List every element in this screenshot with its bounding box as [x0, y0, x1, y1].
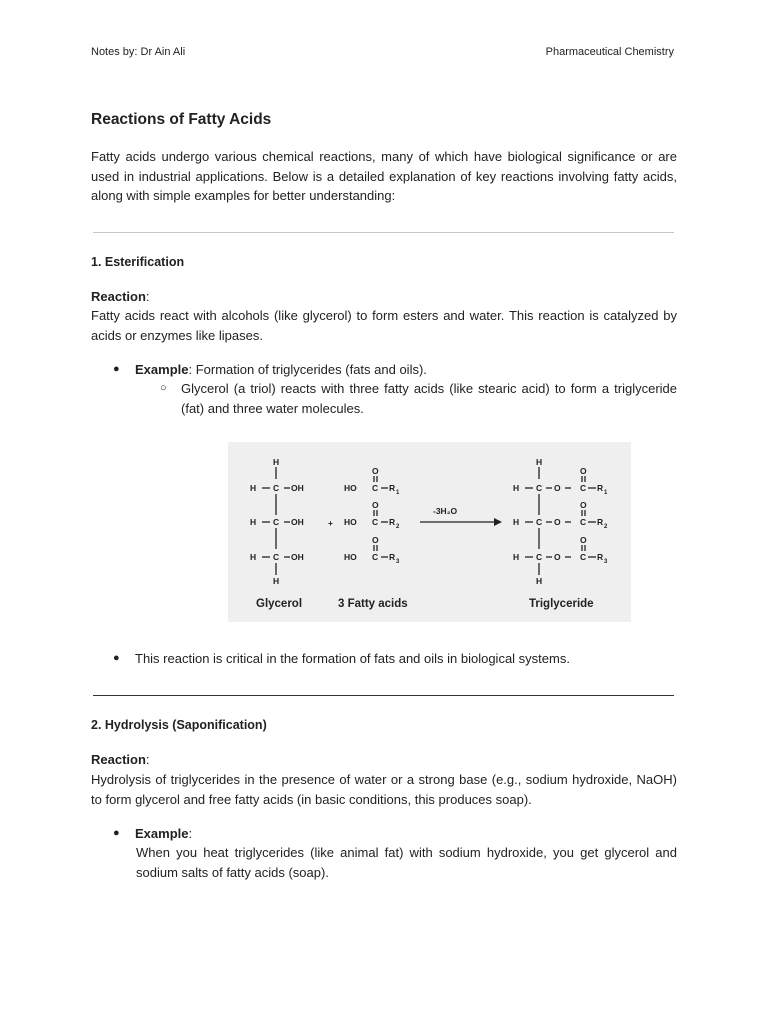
reaction-text: Fatty acids react with alcohols (like glycerol) to form esters and water. This reaction is catalyzed by acids or enzymes like lipases.	[91, 308, 677, 343]
svg-text:C: C	[580, 483, 587, 493]
example-bullet	[113, 824, 673, 844]
svg-text:3: 3	[604, 559, 608, 565]
example-label: Example	[135, 826, 189, 841]
sub-bullet-text: Glycerol (a triol) reacts with three fatty acids (like stearic acid) to form a triglyceride (fat) and three water molecules.	[181, 381, 677, 416]
svg-text:R: R	[389, 552, 396, 562]
reaction-arrowhead	[494, 518, 502, 526]
svg-text:H: H	[513, 483, 520, 493]
reaction-label	[91, 289, 150, 304]
svg-text:C: C	[580, 517, 587, 527]
svg-text:H: H	[513, 552, 520, 562]
reaction-text: Hydrolysis of triglycerides in the presence of water or a strong base (e.g., sodium hydroxide, NaOH) to form glycerol and free fatty acids (in basic conditions, this produces soap).	[91, 772, 677, 807]
svg-text:H: H	[273, 576, 280, 586]
svg-text:O: O	[372, 535, 379, 545]
svg-text:O: O	[372, 500, 379, 510]
svg-text:C: C	[536, 483, 543, 493]
bullet-dot: ●	[113, 652, 120, 664]
svg-text:H: H	[250, 517, 257, 527]
svg-text:1: 1	[604, 490, 608, 496]
example-bullet	[113, 360, 673, 380]
svg-text:R: R	[389, 483, 396, 493]
example-text: When you heat triglycerides (like animal fat) with sodium hydroxide, you get glycerol and sodium salts of fatty acids (soap).	[136, 845, 677, 880]
caption-glycerol: Glycerol	[256, 598, 303, 610]
reaction-label	[91, 752, 150, 767]
reaction-label-text: Reaction	[91, 752, 146, 767]
svg-text:O: O	[554, 517, 561, 527]
svg-text:C: C	[273, 517, 280, 527]
reaction-scheme	[228, 442, 631, 622]
svg-text:3: 3	[396, 559, 400, 565]
svg-text:2: 2	[604, 524, 608, 530]
svg-text:C: C	[273, 552, 280, 562]
svg-text:O: O	[554, 483, 561, 493]
example-label: Example	[135, 362, 189, 377]
intro-paragraph: Fatty acids undergo various chemical reactions, many of which have biological significance or are used in industrial applications. Below is a detailed explanation of key reactions involving fatty acids, along with simple examples for better understanding:	[91, 149, 677, 203]
svg-text:C: C	[372, 483, 379, 493]
esterification-diagram	[228, 442, 631, 622]
header-author: Notes by: Dr Ain Ali	[91, 46, 186, 58]
svg-text:R: R	[597, 483, 604, 493]
section-divider	[93, 232, 674, 233]
svg-text:C: C	[372, 517, 379, 527]
svg-text:O: O	[580, 535, 587, 545]
svg-text:H: H	[250, 483, 257, 493]
caption-fatty-acids: 3 Fatty acids	[338, 598, 408, 610]
svg-text:HO: HO	[344, 517, 357, 527]
svg-text:H: H	[273, 457, 280, 467]
svg-text:R: R	[597, 517, 604, 527]
svg-text:O: O	[554, 552, 561, 562]
header-subject: Pharmaceutical Chemistry	[545, 46, 674, 58]
svg-text:C: C	[580, 552, 587, 562]
svg-text:OH: OH	[291, 483, 304, 493]
svg-text:HO: HO	[344, 552, 357, 562]
svg-text:R: R	[597, 552, 604, 562]
svg-text:C: C	[372, 552, 379, 562]
bullet-dot: ●	[113, 363, 120, 375]
reaction-label-text: Reaction	[91, 289, 146, 304]
example-text: : Formation of triglycerides (fats and oils).	[188, 362, 427, 377]
arrow-label: -3H₂O	[433, 506, 458, 516]
sub-bullet	[160, 379, 680, 419]
caption-triglyceride: Triglyceride	[529, 598, 594, 610]
svg-text:OH: OH	[291, 517, 304, 527]
svg-text:C: C	[536, 517, 543, 527]
example-line	[135, 824, 192, 844]
section-heading-hydrolysis: 2. Hydrolysis (Saponification)	[91, 718, 267, 732]
bond-lines	[262, 467, 596, 575]
colon: :	[145, 289, 150, 304]
page-title: Reactions of Fatty Acids	[91, 111, 272, 128]
bullet-dot: ●	[113, 827, 120, 839]
svg-text:H: H	[513, 517, 520, 527]
section-divider	[93, 695, 674, 696]
svg-text:H: H	[536, 576, 543, 586]
plus-sign: +	[328, 518, 333, 528]
svg-text:HO: HO	[344, 483, 357, 493]
svg-text:O: O	[372, 466, 379, 476]
svg-text:C: C	[273, 483, 280, 493]
section-heading-esterification: 1. Esterification	[91, 255, 185, 269]
svg-text:C: C	[536, 552, 543, 562]
note-text: This reaction is critical in the formation of fats and oils in biological systems.	[135, 651, 570, 666]
svg-text:2: 2	[396, 524, 400, 530]
example-line	[135, 360, 427, 380]
svg-text:OH: OH	[291, 552, 304, 562]
svg-text:O: O	[580, 500, 587, 510]
svg-text:O: O	[580, 466, 587, 476]
svg-text:R: R	[389, 517, 396, 527]
note-bullet	[113, 649, 673, 669]
colon: :	[188, 826, 193, 841]
colon: :	[145, 752, 150, 767]
svg-text:H: H	[536, 457, 543, 467]
svg-text:H: H	[250, 552, 257, 562]
svg-text:1: 1	[396, 490, 400, 496]
sub-bullet-circle: ○	[160, 382, 167, 394]
